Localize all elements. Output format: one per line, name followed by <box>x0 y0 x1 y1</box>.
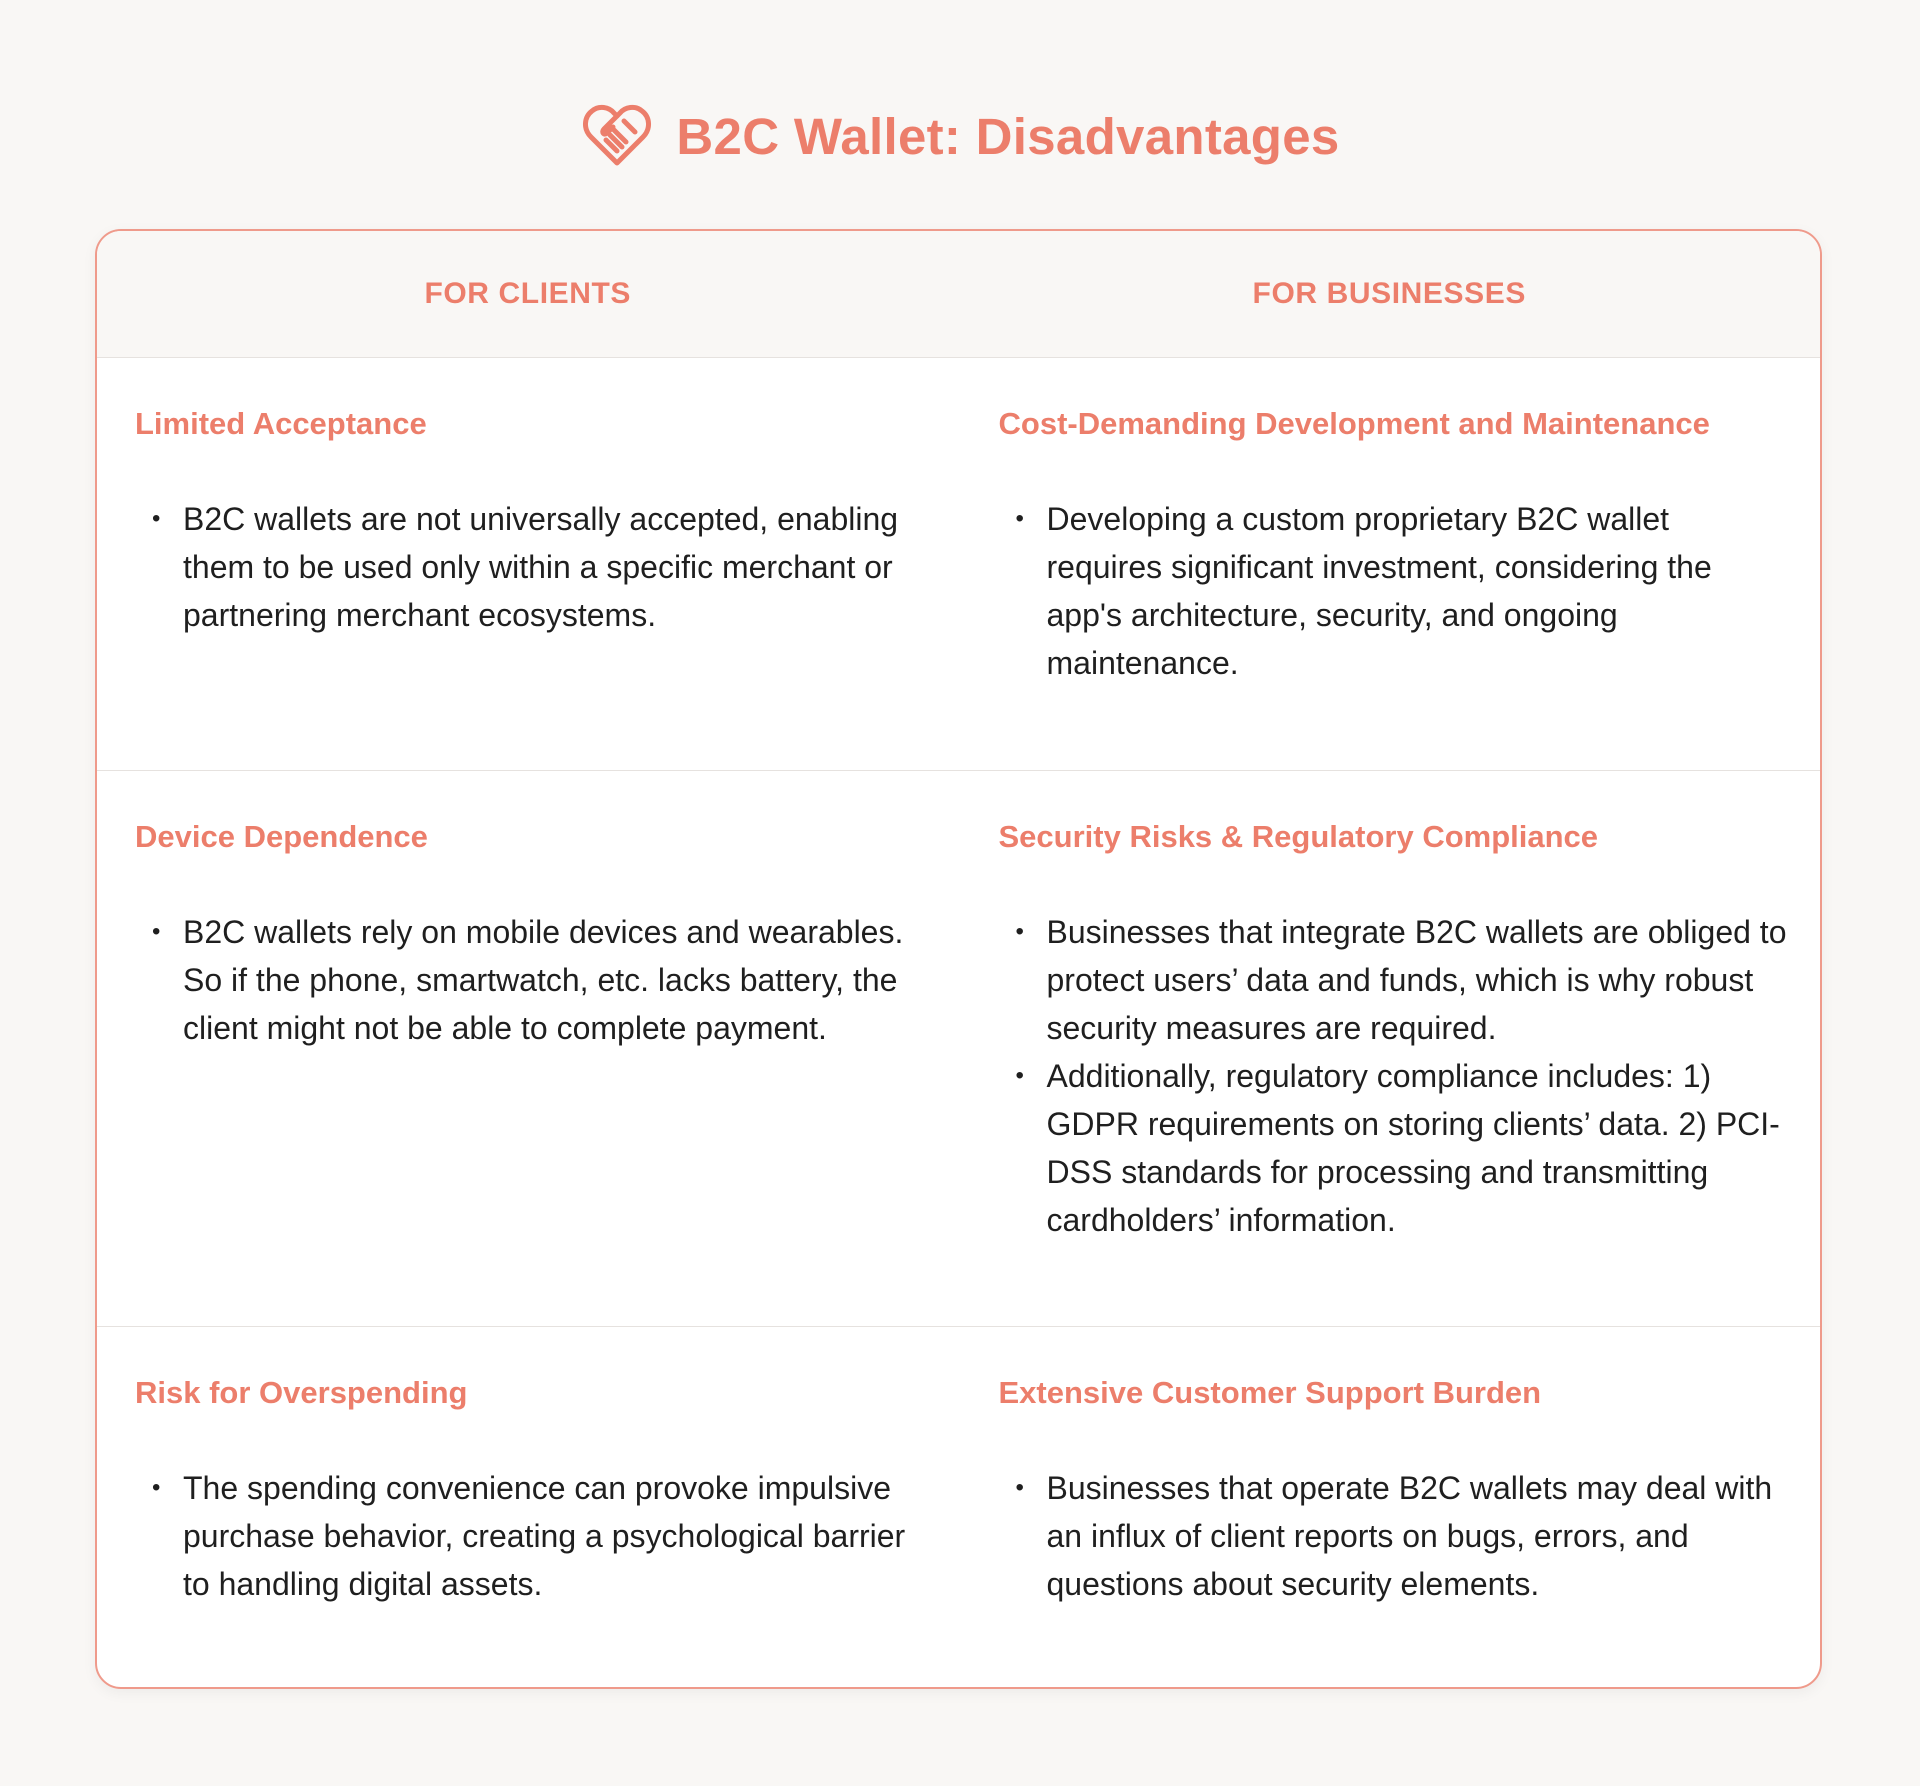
table-row <box>97 771 1820 1327</box>
table-row <box>97 358 1820 771</box>
handshake-heart-icon <box>580 99 654 173</box>
bullet-item: • B2C wallets rely on mobile devices and wearables. So if the phone, smartwatch, etc. lacks battery, the client might not be able to complete payment. <box>183 908 929 1052</box>
title-row <box>0 96 1920 176</box>
cell-heading: Extensive Customer Support Burden <box>998 1375 1542 1410</box>
businesses-cell <box>959 771 1821 1326</box>
disadvantages-table <box>95 229 1822 1689</box>
bullet-list <box>135 495 929 639</box>
column-header-businesses: FOR BUSINESSES <box>1252 277 1526 310</box>
cell-heading: Security Risks & Regulatory Compliance <box>998 819 1599 854</box>
bullet-list <box>999 908 1791 1244</box>
page-title: B2C Wallet: Disadvantages <box>676 107 1340 165</box>
clients-cell <box>97 771 959 1326</box>
cell-heading: Limited Acceptance <box>135 406 427 441</box>
cell-heading: Risk for Overspending <box>135 1375 468 1410</box>
bullet-item: • The spending convenience can provoke impulsive purchase behavior, creating a psychological barrier to handling digital assets. <box>183 1464 929 1608</box>
businesses-cell <box>959 1327 1821 1689</box>
bullet-list <box>135 1464 929 1608</box>
cell-heading: Device Dependence <box>135 819 428 854</box>
table-row <box>97 1327 1820 1689</box>
clients-cell <box>97 358 959 770</box>
bullet-item: • Businesses that operate B2C wallets may deal with an influx of client reports on bugs, errors, and questions about security elements. <box>1047 1464 1791 1608</box>
bullet-list <box>135 908 929 1052</box>
bullet-item: • Additionally, regulatory compliance includes: 1) GDPR requirements on storing clients’ data. 2) PCI-DSS standards for processing and transmitting cardholders’ information. <box>1047 1052 1791 1244</box>
clients-cell <box>97 1327 959 1689</box>
table-header <box>97 231 1820 358</box>
businesses-cell <box>959 358 1821 770</box>
bullet-item: • B2C wallets are not universally accepted, enabling them to be used only within a specific merchant or partnering merchant ecosystems. <box>183 495 929 639</box>
cell-heading: Cost-Demanding Development and Maintenance <box>998 406 1710 441</box>
column-header-clients: FOR CLIENTS <box>424 277 632 310</box>
bullet-item: • Developing a custom proprietary B2C wallet requires significant investment, considering the app's architecture, security, and ongoing maintenance. <box>1047 495 1791 687</box>
bullet-list <box>999 495 1791 687</box>
bullet-item: • Businesses that integrate B2C wallets are obliged to protect users’ data and funds, which is why robust security measures are required. <box>1047 908 1791 1052</box>
bullet-list <box>999 1464 1791 1608</box>
